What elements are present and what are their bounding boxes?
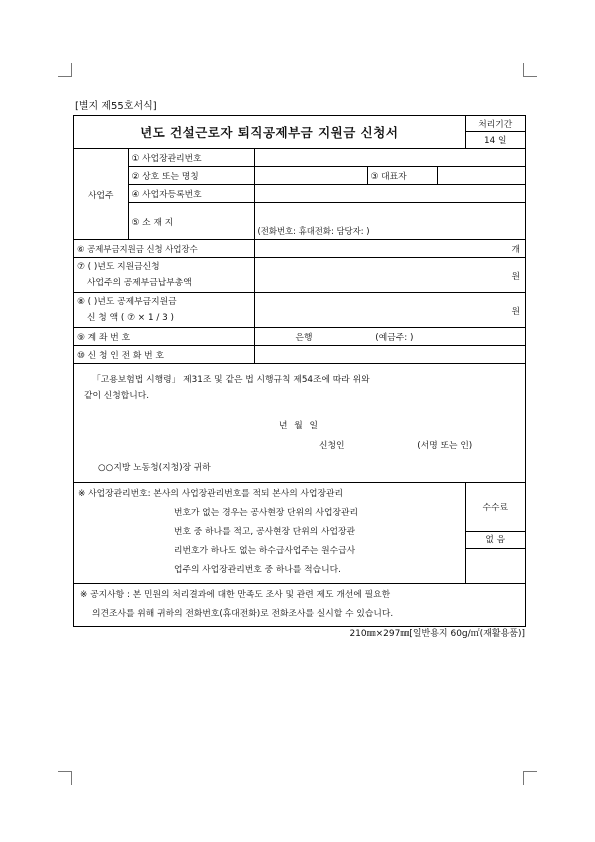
applicant-signature-line xyxy=(84,438,515,454)
form-title: 년도 건설근로자 퇴직공제부금 지원금 신청서 xyxy=(74,116,465,149)
bank-label: 은행 xyxy=(295,333,313,343)
employer-group-label: 사업주 xyxy=(74,149,128,240)
account-holder-label: (예금주: ) xyxy=(375,333,414,343)
notice-table xyxy=(74,584,525,626)
total-payment-label xyxy=(74,258,254,293)
subsidy-amount-label-line1: ⑧ ( )년도 공제부금지원금 xyxy=(77,297,177,307)
form-number: [별지 제55호서식] xyxy=(75,101,157,112)
note-line3: 번호 중 하나를 적고, 공사현장 단위의 사업장관 xyxy=(174,527,356,537)
location-contact-hint: (전화번호: 휴대전화: 담당자: ) xyxy=(254,223,525,240)
crop-mark xyxy=(71,63,72,77)
crop-mark xyxy=(58,771,72,772)
account-number-field[interactable] xyxy=(254,328,525,346)
workplace-number-note xyxy=(74,483,465,584)
total-payment-label-line2: 사업주의 공제부금납부총액 xyxy=(87,278,192,288)
business-registration-field[interactable] xyxy=(254,185,525,203)
statement-text-line1: 「고용보험법 시행령」 제31조 및 같은 법 시행규칙 제54조에 따라 위와 xyxy=(92,375,370,385)
note-line1: ※ 사업장관리번호: 본사의 사업장관리번호를 적되 본사의 사업장관리 xyxy=(78,489,344,499)
note-line4: 리번호가 하나도 없는 하수급사업주는 원수급사 xyxy=(174,546,356,556)
title-table xyxy=(74,116,525,149)
addressee: ○○지방 노동청(지청)장 귀하 xyxy=(98,463,211,473)
fee-label: 수수료 xyxy=(465,483,525,531)
unit-won: 원 xyxy=(511,306,520,317)
subsidy-amount-label xyxy=(74,293,254,328)
unit-count: 개 xyxy=(511,245,520,255)
representative-label: ③ 대표자 xyxy=(367,167,437,185)
total-payment-field[interactable] xyxy=(254,258,525,293)
applicant-label: 신청인 xyxy=(319,441,345,451)
total-payment-label-line1: ⑦ ( )년도 지원금신청 xyxy=(77,262,160,272)
location-field[interactable] xyxy=(254,203,525,223)
workplace-count-field[interactable] xyxy=(254,240,525,258)
unit-won: 원 xyxy=(511,271,520,282)
account-number-label: ⑨ 계 좌 번 호 xyxy=(74,328,254,346)
subsidy-amount-label-line2: 신 청 액 ( ⑦ × 1 / 3 ) xyxy=(87,313,174,323)
notice-block xyxy=(74,584,525,626)
crop-mark xyxy=(58,76,72,77)
note-line2: 번호가 없는 경우는 공사현장 단위의 사업장관리 xyxy=(174,508,358,518)
business-name-field[interactable] xyxy=(254,167,367,185)
fee-value: 없 음 xyxy=(466,532,526,549)
signature-hint: (서명 또는 인) xyxy=(417,441,473,451)
crop-mark xyxy=(523,76,537,77)
notice-line2: 의견조사를 위해 귀하의 전화번호(휴대전화)로 전화조사를 실시할 수 있습니다. xyxy=(92,609,394,619)
statement-table xyxy=(74,364,525,483)
applicant-phone-label: ⑩ 신 청 인 전 화 번 호 xyxy=(74,346,254,364)
workplace-number-label: ① 사업장관리번호 xyxy=(128,149,254,167)
crop-mark xyxy=(71,771,72,785)
workplace-count-label: ⑥ 공제부금지원금 신청 사업장수 xyxy=(74,240,254,258)
representative-field[interactable] xyxy=(437,167,525,185)
business-registration-label: ④ 사업자등록번호 xyxy=(128,185,254,203)
statement-text-line2: 같이 신청합니다. xyxy=(84,391,150,401)
paper-spec-footer: 210㎜×297㎜[일반용지 60g/㎡(재활용품)] xyxy=(349,629,525,639)
applicant-phone-field[interactable] xyxy=(254,346,525,364)
processing-period-label: 처리기간 xyxy=(465,116,525,131)
notice-line1: ※ 공지사항 : 본 민원의 처리결과에 대한 만족도 조사 및 관련 제도 개선에 필요한 xyxy=(80,590,391,600)
processing-period-value: 14 일 xyxy=(465,131,525,148)
application-date: 년 월 일 xyxy=(278,421,321,431)
workplace-number-field[interactable] xyxy=(254,149,525,167)
fee-value-cell xyxy=(465,531,525,583)
location-label: ⑤ 소 재 지 xyxy=(128,203,254,240)
statement-block xyxy=(74,364,525,483)
business-name-label: ② 상호 또는 명칭 xyxy=(128,167,254,185)
note-table xyxy=(74,483,525,584)
crop-mark xyxy=(523,771,537,772)
crop-mark xyxy=(523,63,524,77)
employer-table xyxy=(74,149,525,240)
crop-mark xyxy=(523,771,524,785)
note-line5: 업주의 사업장관리번호 중 하나를 적습니다. xyxy=(174,565,341,575)
application-details-table xyxy=(74,240,525,364)
application-form xyxy=(73,115,526,627)
subsidy-amount-field[interactable] xyxy=(254,293,525,328)
